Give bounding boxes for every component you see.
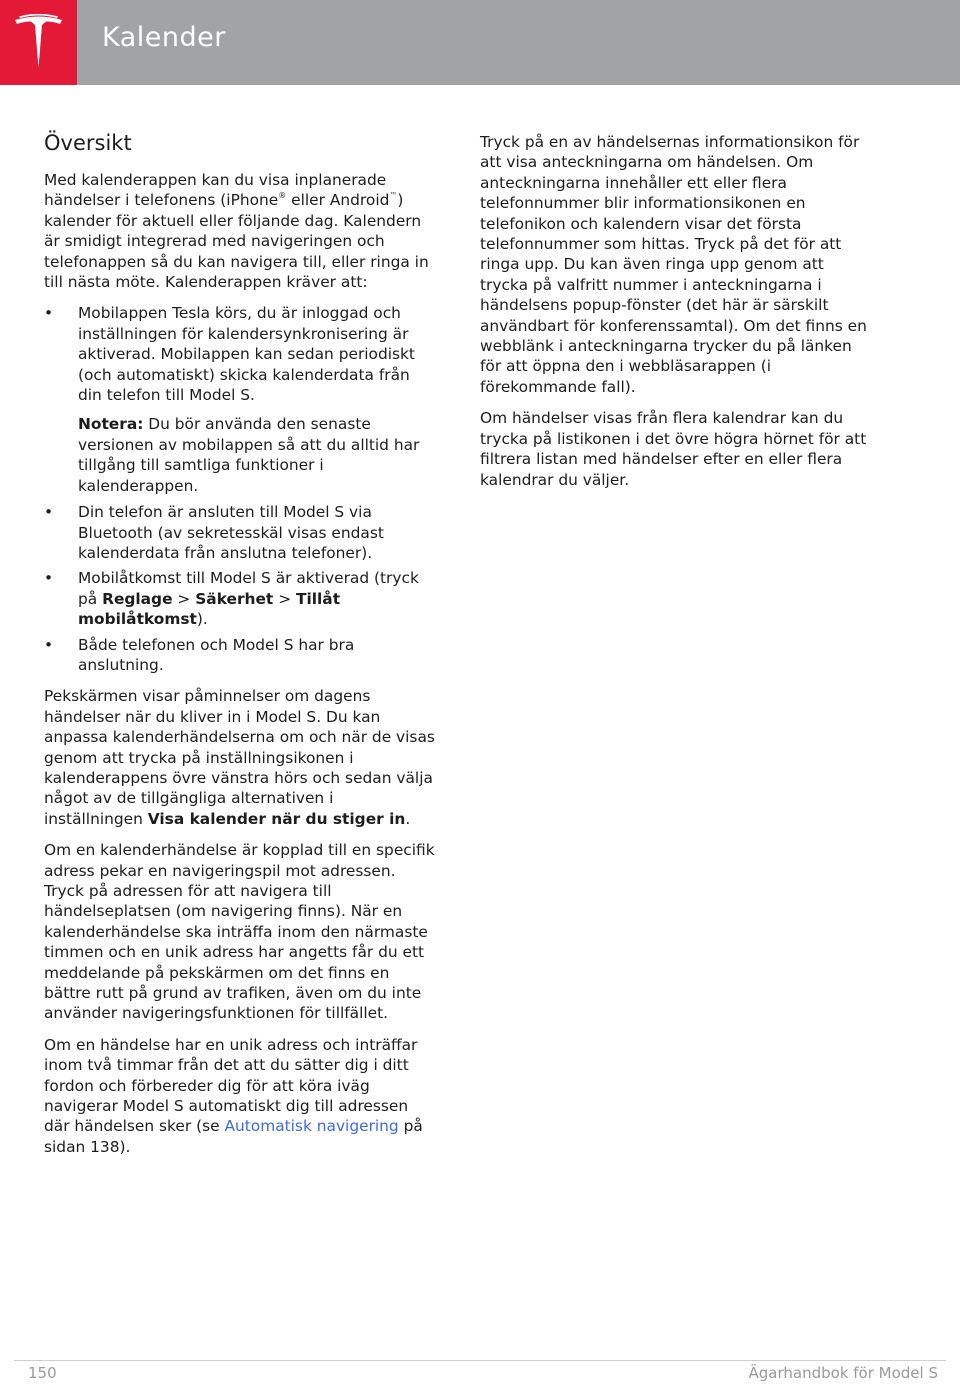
automatisk-navigering-link[interactable]: Automatisk navigering (224, 1117, 399, 1136)
paragraph-filter: Om händelser visas från flera kalendrar kan du trycka på listikonen i det övre högra hörnet för att filtrera listan med händelser efter en eller flera kalendrar du väljer. (480, 409, 867, 489)
page-title: Kalender (102, 22, 226, 53)
left-column (44, 126, 436, 1168)
ui-visa-kalender: Visa kalender när du stiger in (147, 809, 406, 828)
list-item: • Mobilappen Tesla körs, du är inloggad och inställningen för kalendersynkronisering är aktiverad. Mobilappen kan sedan periodiskt (och automatiskt) skicka kalenderdata från din telefon till Model S. Notera: Du bör använda den senaste versionen av mobilappen så att du alltid har tillgång till samtliga funktioner i kalenderappen. (44, 303, 436, 496)
ui-sakerhet: Säkerhet (195, 589, 274, 608)
header-bar (0, 0, 960, 85)
bullet: • (44, 569, 54, 588)
ui-reglage: Reglage (102, 589, 173, 608)
tesla-logo-icon (13, 14, 64, 70)
list-item: • Både telefonen och Model S har bra anslutning. (44, 635, 355, 674)
paragraph-info-icon: Tryck på en av händelsernas informationsikon för att visa anteckningarna om händelsen. Om anteckningarna innehåller ett eller flera telefonnummer blir informationsikonen en telefonikon och kalendern visar det första telefonnummer som hittas. Tryck på det för att ringa upp. Du kan även ringa upp genom att trycka på valfritt nummer i anteckningarna i händelsens popup-fönster (det här är särskilt användbart för konferenssamtal). Om det finns en webblänk i anteckningarna trycker du på länken för att öppna den i webbläsarappen (i förekommande fall). (480, 133, 867, 396)
paragraph-navigation: Om en kalenderhändelse är kopplad till en specifik adress pekar en navigeringspil mot adressen. Tryck på adressen för att navigera till händelseplatsen (om navigering finns). När en kalenderhändelse ska inträffa inom den närmaste timmen och en unik adress har angetts får du ett meddelande på pekskärmen om det finns en bättre rutt på grund av trafiken, även om du inte använder navigeringsfunktionen för tillfället. (44, 841, 435, 1023)
bullet: • (44, 635, 54, 654)
tesla-logo (0, 0, 77, 85)
page-number: 150 (28, 1364, 57, 1382)
list-item: • Din telefon är ansluten till Model S via Bluetooth (av sekretesskäl visas endast kalenderdata från anslutna telefoner). (44, 503, 384, 562)
trademark-mark: ™ (389, 191, 398, 201)
right-column (480, 132, 872, 501)
note: Notera: Du bör använda den senaste versionen av mobilappen så att du alltid har tillgång till samtliga funktioner i kalenderappen. (78, 415, 420, 495)
registered-mark: ® (278, 191, 287, 201)
bullet: • (44, 503, 54, 522)
footer-divider (14, 1360, 946, 1361)
intro-paragraph: Med kalenderappen kan du visa inplanerade händelser i telefonens (iPhone® eller Android™) kalender för aktuell eller följande dag. Kalendern är smidigt integrerad med navigeringen och telefonappen så du kan navigera till, eller ringa in till nästa möte. Kalenderappen kräver att: (44, 171, 429, 292)
list-item: • Mobilåtkomst till Model S är aktiverad (tryck på Reglage > Säkerhet > Tillåt mobilåtkomst). (44, 569, 419, 629)
section-heading: Översikt (44, 131, 132, 155)
paragraph-reminders: Pekskärmen visar påminnelser om dagens händelser när du kliver in i Model S. Du kan anpassa kalenderhändelserna om och när de visas genom att trycka på inställningsikonen i kalenderappens övre vänstra hörs och sedan välja något av de tillgängliga alternativen i inställningen Visa kalender när du stiger in. (44, 687, 435, 828)
manual-title: Ägarhandbok för Model S (748, 1364, 938, 1382)
ui-tillat-mobilatkomst: Tillåt mobilåtkomst (78, 589, 341, 629)
requirements-list (44, 303, 436, 675)
note-label: Notera: (78, 415, 144, 434)
bullet: • (44, 304, 54, 323)
paragraph-auto-nav: Om en händelse har en unik adress och inträffar inom två timmar från det att du sätter dig i ditt fordon och förbereder dig för att köra iväg navigerar Model S automatiskt dig till adressen där händelsen sker (se Automatisk navigering på sidan 138). (44, 1035, 423, 1156)
